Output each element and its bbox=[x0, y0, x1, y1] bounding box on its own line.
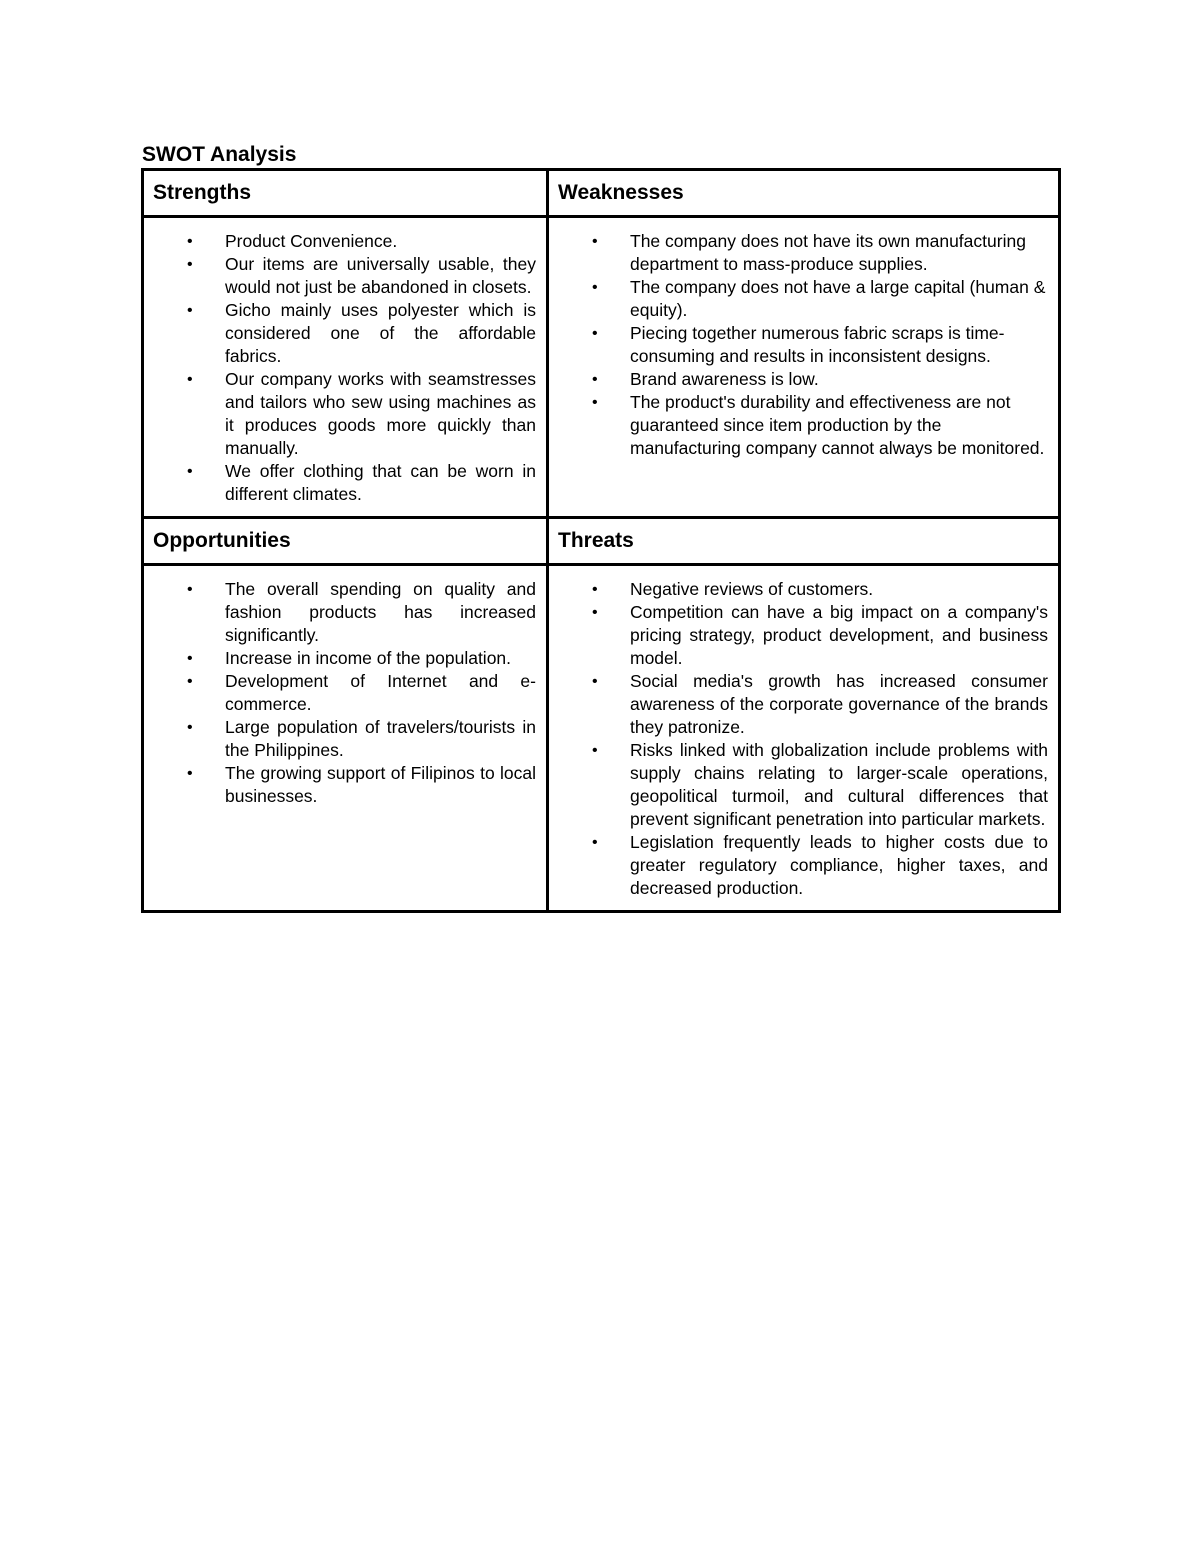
bullet-icon: • bbox=[592, 325, 598, 342]
bullet-icon: • bbox=[592, 279, 598, 296]
list-item-text: Piecing together numerous fabric scraps is time-consuming and results in inconsistent designs. bbox=[630, 323, 1005, 366]
list-item-text: Negative reviews of customers. bbox=[630, 579, 874, 599]
weaknesses-list bbox=[549, 218, 1058, 470]
threats-list bbox=[549, 566, 1058, 910]
list-item-text: Product Convenience. bbox=[225, 231, 398, 251]
strengths-cell bbox=[143, 217, 548, 518]
list-item-text: Large population of travelers/tourists in the Philippines. bbox=[225, 717, 536, 760]
threats-cell bbox=[548, 565, 1060, 912]
page-title: SWOT Analysis bbox=[142, 143, 297, 166]
list-item-text: The product's durability and effectiveness are not guaranteed since item production by the manufacturing company cannot always be monitored. bbox=[630, 392, 1045, 458]
list-item-text: Our company works with seamstresses and tailors who sew using machines as it produces goods more quickly than manually. bbox=[225, 369, 536, 458]
list-item bbox=[549, 601, 1048, 670]
swot-header-row bbox=[143, 518, 1060, 565]
list-item bbox=[549, 322, 1048, 368]
list-item bbox=[549, 578, 1048, 601]
list-item-text: Gicho mainly uses polyester which is considered one of the affordable fabrics. bbox=[225, 300, 536, 366]
strengths-heading: Strengths bbox=[143, 170, 548, 217]
bullet-icon: • bbox=[592, 394, 598, 411]
list-item-text: Legislation frequently leads to higher costs due to greater regulatory compliance, higher taxes, and decreased production. bbox=[630, 832, 1048, 898]
bullet-icon: • bbox=[592, 742, 598, 759]
list-item bbox=[144, 578, 536, 647]
bullet-icon: • bbox=[187, 719, 193, 736]
swot-table bbox=[141, 168, 1061, 913]
list-item-text: The company does not have its own manufacturing department to mass-produce supplies. bbox=[630, 231, 1026, 274]
bullet-icon: • bbox=[187, 233, 193, 250]
bullet-icon: • bbox=[187, 765, 193, 782]
weaknesses-heading: Weaknesses bbox=[548, 170, 1060, 217]
list-item-text: Risks linked with globalization include problems with supply chains relating to larger-scale operations, geopolitical turmoil, and cultural differences that prevent significant penetration into particular markets. bbox=[630, 740, 1048, 829]
list-item bbox=[144, 299, 536, 368]
list-item bbox=[144, 716, 536, 762]
list-item bbox=[144, 670, 536, 716]
opportunities-list bbox=[144, 566, 546, 818]
list-item bbox=[549, 739, 1048, 831]
swot-header-row bbox=[143, 170, 1060, 217]
list-item-text: The company does not have a large capital (human & equity). bbox=[630, 277, 1046, 320]
swot-body-row bbox=[143, 565, 1060, 912]
list-item bbox=[549, 368, 1048, 391]
list-item bbox=[144, 230, 536, 253]
bullet-icon: • bbox=[592, 371, 598, 388]
list-item-text: The growing support of Filipinos to local businesses. bbox=[225, 763, 536, 806]
bullet-icon: • bbox=[592, 604, 598, 621]
bullet-icon: • bbox=[592, 673, 598, 690]
list-item-text: Development of Internet and e-commerce. bbox=[225, 671, 536, 714]
opportunities-heading: Opportunities bbox=[143, 518, 548, 565]
list-item bbox=[549, 276, 1048, 322]
bullet-icon: • bbox=[187, 673, 193, 690]
list-item bbox=[144, 460, 536, 506]
list-item bbox=[144, 253, 536, 299]
bullet-icon: • bbox=[187, 463, 193, 480]
list-item bbox=[549, 391, 1048, 460]
list-item-text: Competition can have a big impact on a company's pricing strategy, product development, and business model. bbox=[630, 602, 1048, 668]
list-item bbox=[549, 670, 1048, 739]
list-item bbox=[144, 368, 536, 460]
list-item bbox=[144, 647, 536, 670]
bullet-icon: • bbox=[187, 581, 193, 598]
strengths-list bbox=[144, 218, 546, 516]
list-item-text: Increase in income of the population. bbox=[225, 648, 512, 668]
bullet-icon: • bbox=[592, 233, 598, 250]
threats-heading: Threats bbox=[548, 518, 1060, 565]
list-item-text: The overall spending on quality and fashion products has increased significantly. bbox=[225, 579, 536, 645]
list-item-text: Brand awareness is low. bbox=[630, 369, 819, 389]
list-item-text: Our items are universally usable, they would not just be abandoned in closets. bbox=[225, 254, 536, 297]
list-item bbox=[144, 762, 536, 808]
list-item-text: We offer clothing that can be worn in different climates. bbox=[225, 461, 536, 504]
bullet-icon: • bbox=[592, 581, 598, 598]
swot-body-row bbox=[143, 217, 1060, 518]
bullet-icon: • bbox=[592, 834, 598, 851]
list-item-text: Social media's growth has increased consumer awareness of the corporate governance of the brands they patronize. bbox=[630, 671, 1048, 737]
bullet-icon: • bbox=[187, 371, 193, 388]
bullet-icon: • bbox=[187, 256, 193, 273]
opportunities-cell bbox=[143, 565, 548, 912]
list-item bbox=[549, 831, 1048, 900]
bullet-icon: • bbox=[187, 302, 193, 319]
list-item bbox=[549, 230, 1048, 276]
weaknesses-cell bbox=[548, 217, 1060, 518]
bullet-icon: • bbox=[187, 650, 193, 667]
